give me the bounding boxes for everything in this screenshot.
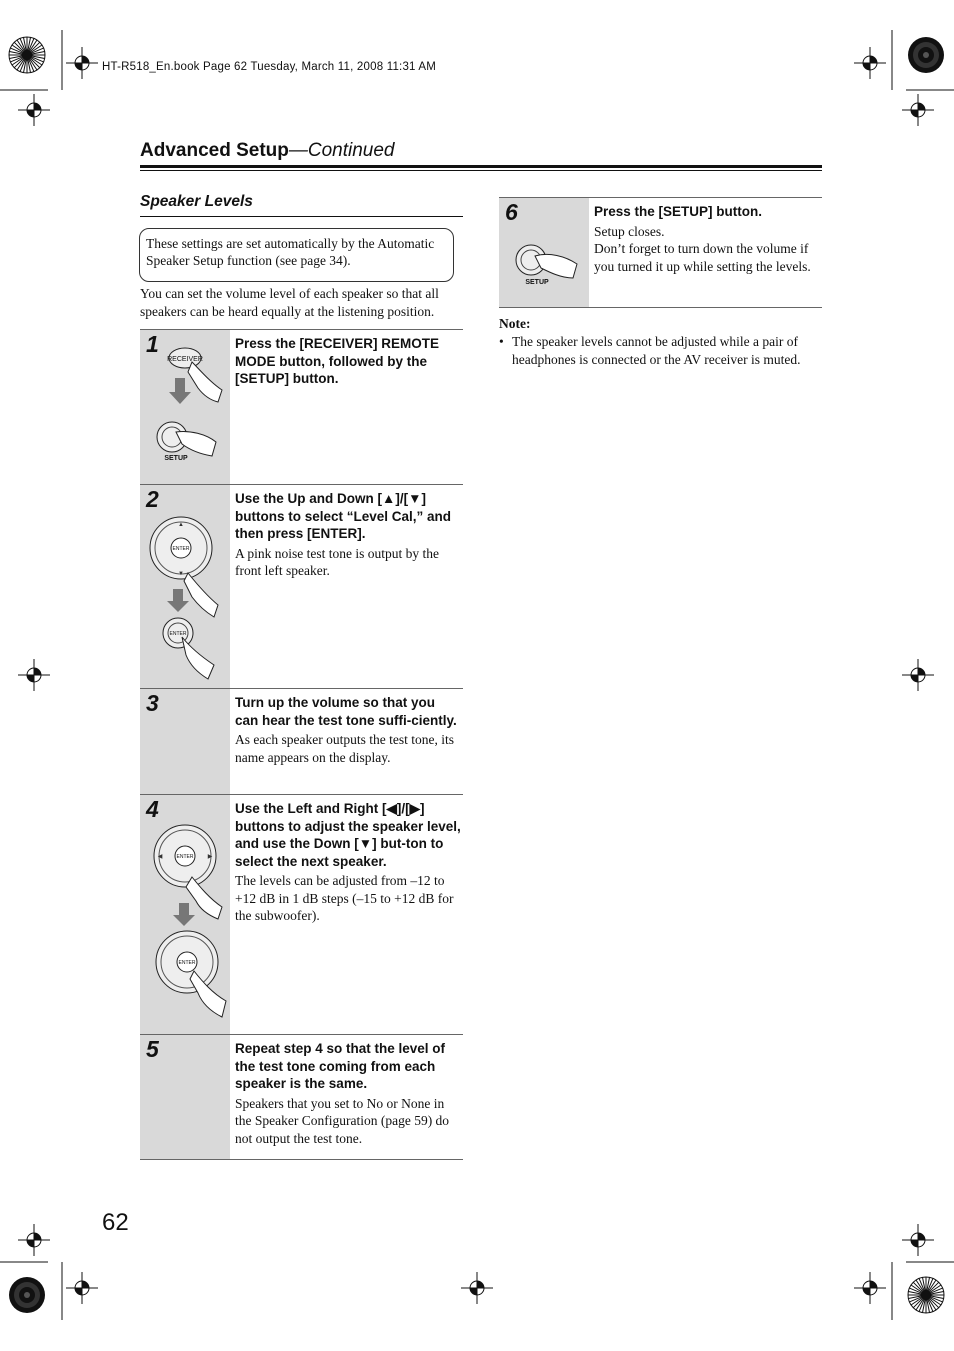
section-continued: —Continued [288, 140, 395, 161]
down-arrow-icon [167, 589, 189, 612]
step-instruction: Press the [SETUP] button. [594, 204, 763, 219]
right-arrow-icon: ▶ [207, 854, 213, 860]
step-4 [140, 794, 463, 1035]
enter-pad-illustration [140, 485, 230, 689]
setup-button-label: SETUP [164, 455, 188, 462]
down-arrow-icon [173, 903, 195, 926]
receiver-button-label: RECEIVER [167, 356, 203, 363]
step-number: 3 [146, 690, 159, 716]
step-description: A pink noise test tone is output by the front left speaker. [235, 545, 439, 578]
note-label: Note: [499, 316, 531, 331]
enter-button-label: ENTER [178, 960, 196, 966]
section-title-text: Advanced Setup [140, 140, 289, 161]
step-content [235, 1040, 461, 1147]
step-description-2: Don’t forget to turn down the volume if you turned it up while setting the levels. [594, 241, 811, 274]
step-number: 5 [146, 1036, 159, 1062]
step-6 [499, 197, 822, 308]
subheading-rule [140, 216, 463, 217]
step-description: Speakers that you set to No or None in the Speaker Configuration (page 59) do not output the test tone. [235, 1095, 450, 1146]
note-text: The speaker levels cannot be adjusted while a pair of headphones is connected or the AV receiver is muted. [512, 334, 801, 367]
step-instruction: Use the Left and Right [◀]/[▶] buttons to adjust the speaker level, and use the Down [▼] but-ton to select the next speaker. [235, 801, 461, 869]
step-number: 2 [146, 486, 159, 512]
setup-button-illustration [499, 198, 589, 307]
step-illustration [140, 330, 230, 485]
step-number: 4 [146, 796, 159, 822]
step-description: The levels can be adjusted from –12 to +12 dB in 1 dB steps (–15 to +12 dB for the subwoofer). [235, 873, 454, 923]
step-content [235, 800, 461, 925]
step-content [235, 490, 461, 580]
info-box: These settings are set automatically by the Automatic Speaker Setup function (see page 34). [139, 228, 454, 282]
step-instruction: Use the Up and Down [▲]/[▼] buttons to select “Level Cal,” and then press [ENTER]. [235, 491, 452, 541]
step-content [594, 203, 820, 275]
title-rule [140, 165, 822, 168]
subheading: Speaker Levels [140, 193, 253, 210]
step-instruction: Repeat step 4 so that the level of the test tone coming from each speaker is the same. [235, 1041, 446, 1091]
step-description: Setup closes. [594, 223, 665, 239]
page-number: 62 [102, 1209, 129, 1236]
up-arrow-icon: ▲ [178, 522, 184, 528]
step-1 [140, 329, 463, 485]
step-illustration [140, 485, 230, 689]
step-3 [140, 688, 463, 795]
enter-button-label: ENTER [176, 854, 194, 860]
step-description: As each speaker outputs the test tone, its name appears on the display. [235, 732, 454, 765]
enter-pad-illustration [140, 795, 230, 1035]
step-instruction: Turn up the volume so that you can hear the test tone suffi-ciently. [235, 695, 457, 728]
step-content [235, 694, 461, 766]
title-rule-thin [140, 170, 822, 171]
setup-button-label: SETUP [525, 279, 549, 286]
step-illustration [140, 795, 230, 1035]
bullet: • [499, 334, 504, 349]
left-arrow-icon: ◀ [157, 854, 163, 860]
step-content [235, 335, 461, 388]
section-title [140, 140, 395, 162]
enter-button-label: ENTER [172, 546, 190, 552]
enter-button-label: ENTER [169, 631, 187, 637]
print-header: HT-R518_En.book Page 62 Tuesday, March 11, 2008 11:31 AM [102, 61, 437, 73]
step-illustration [140, 689, 230, 795]
step-5 [140, 1034, 463, 1160]
step-illustration [499, 198, 589, 307]
step-number: 6 [505, 199, 518, 225]
step-number: 1 [146, 331, 159, 357]
down-arrow-icon [169, 378, 191, 404]
step-2 [140, 484, 463, 689]
intro-paragraph: You can set the volume level of each speaker so that all speakers can be heard equally at the listening position. [140, 286, 439, 319]
remote-button-illustration [140, 330, 230, 485]
down-arrow-icon: ▼ [178, 571, 184, 577]
step-illustration [140, 1035, 230, 1159]
step-instruction: Press the [RECEIVER] REMOTE MODE button, followed by the [SETUP] button. [235, 336, 440, 386]
